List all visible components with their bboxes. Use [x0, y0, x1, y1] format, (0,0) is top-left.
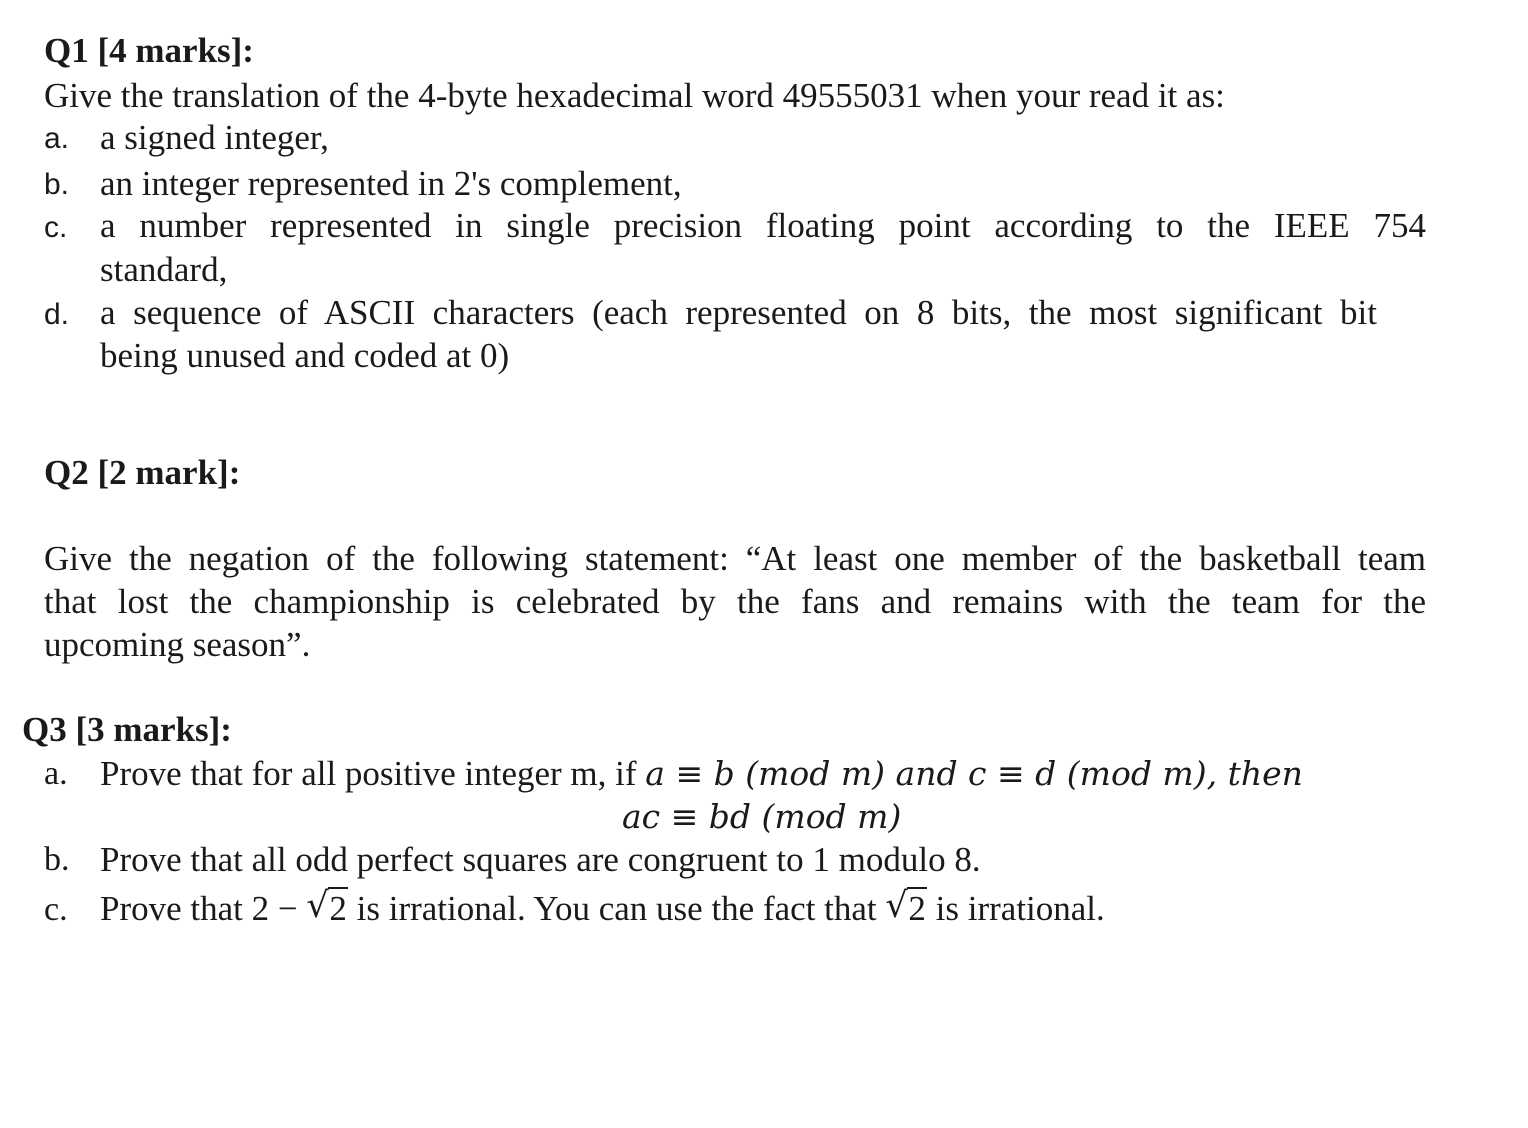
q3-item-a-marker: a. — [44, 755, 68, 792]
q3-item-c-text — [100, 886, 1105, 928]
sqrt-argument-1: 2 — [329, 889, 347, 928]
q1-item-c-marker: c. — [44, 211, 68, 244]
q1-heading: Q1 [4 marks]: — [44, 31, 254, 70]
q3-item-c-text-middle: is irrational. You can use the fact that — [347, 889, 886, 928]
q1-item-a-text: a signed integer, — [100, 118, 329, 157]
q1-item-c-text-line1: a number represented in single precision floating point according to the IEEE 754 — [100, 206, 1426, 245]
q1-intro: Give the translation of the 4-byte hexadecimal word 49555031 when your read it as: — [44, 76, 1225, 115]
q2-line1: Give the negation of the following statement: “At least one member of the basketball team — [44, 539, 1426, 578]
q3-item-a-text: Prove that for all positive integer m, if — [100, 754, 646, 793]
q2-heading: Q2 [2 mark]: — [44, 453, 241, 492]
q1-item-d-text-line1: a sequence of ASCII characters (each represented on 8 bits, the most significant bit — [100, 293, 1377, 332]
q1-item-d-marker: d. — [44, 298, 70, 331]
q3-item-a-math2: ac ≡ bd (mod m) — [622, 797, 902, 836]
q3-item-b-marker: b. — [44, 841, 70, 878]
q3-item-b-text: Prove that all odd perfect squares are congruent to 1 modulo 8. — [100, 840, 981, 879]
q3-heading: Q3 [3 marks]: — [22, 710, 232, 749]
sqrt-argument-2: 2 — [908, 889, 926, 928]
q1-item-d-text-line2: being unused and coded at 0) — [100, 336, 510, 375]
sqrt-symbol-1 — [306, 886, 348, 928]
q2-line3: upcoming season”. — [44, 625, 311, 664]
q3-item-a-line1 — [100, 756, 1303, 791]
q3-item-c-marker: c. — [44, 891, 68, 928]
sqrt-symbol-2 — [885, 886, 927, 928]
q1-item-c-text-line2: standard, — [100, 250, 228, 289]
q3-item-a-math1: a ≡ b (mod m) and c ≡ d (mod m), then — [645, 754, 1303, 793]
q3-item-c-text-after: is irrational. — [926, 889, 1105, 928]
q1-item-b-text: an integer represented in 2's complement, — [100, 164, 682, 203]
radical-icon: √ — [885, 886, 908, 926]
q1-item-a-marker: a. — [44, 122, 70, 155]
q1-item-b-marker: b. — [44, 168, 70, 201]
q3-item-c-text-before: Prove that 2 − — [100, 889, 307, 928]
radical-icon: √ — [306, 886, 329, 926]
q2-line2: that lost the championship is celebrated by the fans and remains with the team for the — [44, 582, 1426, 621]
